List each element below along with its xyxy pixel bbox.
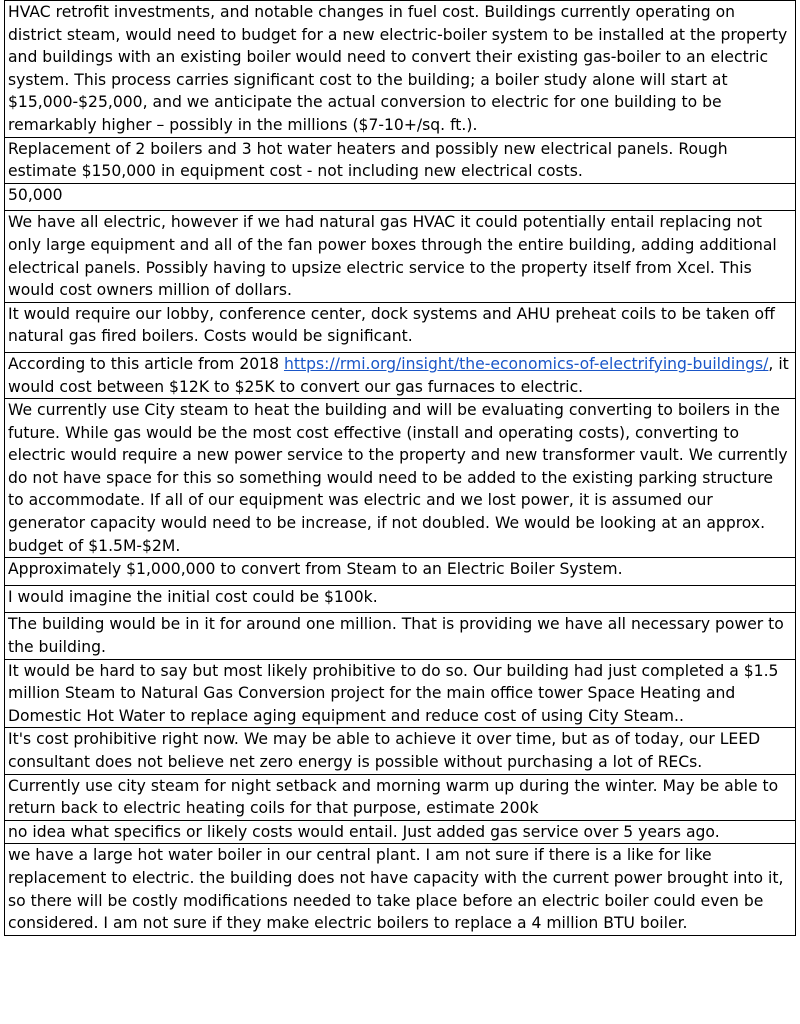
table-row [5, 302, 796, 352]
table-row [5, 844, 796, 935]
table-row [5, 820, 796, 844]
table-row [5, 613, 796, 659]
response-text-after-link: , it would cost between $12K to $25K to convert our gas furnaces to electric. [8, 354, 789, 396]
response-cell: We have all electric, however if we had natural gas HVAC it could potentially entail replacing not only large equipment and all of the fan power boxes through the entire building, adding additional electrical panels. Possibly having to upsize electric service to the property itself from Xcel. This would cost owners million of dollars. [5, 211, 796, 302]
response-cell: The building would be in it for around one million. That is providing we have all necessary power to the building. [5, 613, 796, 659]
table-row [5, 137, 796, 183]
response-cell: 50,000 [5, 183, 796, 211]
table-row [5, 183, 796, 211]
table-row [5, 585, 796, 613]
table-row [5, 774, 796, 820]
response-cell: It's cost prohibitive right now. We may be able to achieve it over time, but as of today, our LEED consultant does not believe net zero energy is possible without purchasing a lot of RECs. [5, 728, 796, 774]
table-row [5, 352, 796, 398]
response-cell: It would be hard to say but most likely prohibitive to do so. Our building had just completed a $1.5 million Steam to Natural Gas Conversion project for the main office tower Space Heating and Domestic Hot Water to replace aging equipment and reduce cost of using City Steam.. [5, 659, 796, 728]
table-row [5, 1, 796, 138]
response-cell: no idea what specifics or likely costs would entail. Just added gas service over 5 years ago. [5, 820, 796, 844]
response-cell: It would require our lobby, conference center, dock systems and AHU preheat coils to be taken off natural gas fired boilers. Costs would be significant. [5, 302, 796, 352]
response-cell: Currently use city steam for night setback and morning warm up during the winter. May be able to return back to electric heating coils for that purpose, estimate 200k [5, 774, 796, 820]
response-text-before-link: According to this article from 2018 [8, 354, 284, 373]
response-cell: HVAC retrofit investments, and notable changes in fuel cost. Buildings currently operating on district steam, would need to budget for a new electric-boiler system to be installed at the property and buildings with an existing boiler would need to convert their existing gas-boiler to an electric system. This process carries significant cost to the building; a boiler study alone will start at $15,000-$25,000, and we anticipate the actual conversion to electric for one building to be remarkably higher – possibly in the millions ($7-10+/sq. ft.). [5, 1, 796, 138]
response-cell [5, 352, 796, 398]
table-row [5, 659, 796, 728]
table-row [5, 728, 796, 774]
article-link[interactable]: https://rmi.org/insight/the-economics-of-electrifying-buildings/ [283, 354, 769, 373]
responses-table [4, 0, 796, 936]
response-cell: we have a large hot water boiler in our central plant. I am not sure if there is a like for like replacement to electric. the building does not have capacity with the current power brought into it, so there will be costly modifications needed to take place before an electric boiler could even be considered. I am not sure if they make electric boilers to replace a 4 million BTU boiler. [5, 844, 796, 935]
response-cell: Approximately $1,000,000 to convert from Steam to an Electric Boiler System. [5, 558, 796, 586]
response-cell: Replacement of 2 boilers and 3 hot water heaters and possibly new electrical panels. Rough estimate $150,000 in equipment cost - not including new electrical costs. [5, 137, 796, 183]
table-row [5, 399, 796, 558]
response-cell: I would imagine the initial cost could be $100k. [5, 585, 796, 613]
response-cell: We currently use City steam to heat the building and will be evaluating converting to boilers in the future. While gas would be the most cost effective (install and operating costs), converting to electric would require a new power service to the property and new transformer vault. We currently do not have space for this so something would need to be added to the existing parking structure to accommodate. If all of our equipment was electric and we lost power, it is assumed our generator capacity would need to be increase, if not doubled. We would be looking at an approx. budget of $1.5M-$2M. [5, 399, 796, 558]
table-row [5, 211, 796, 302]
table-row [5, 558, 796, 586]
